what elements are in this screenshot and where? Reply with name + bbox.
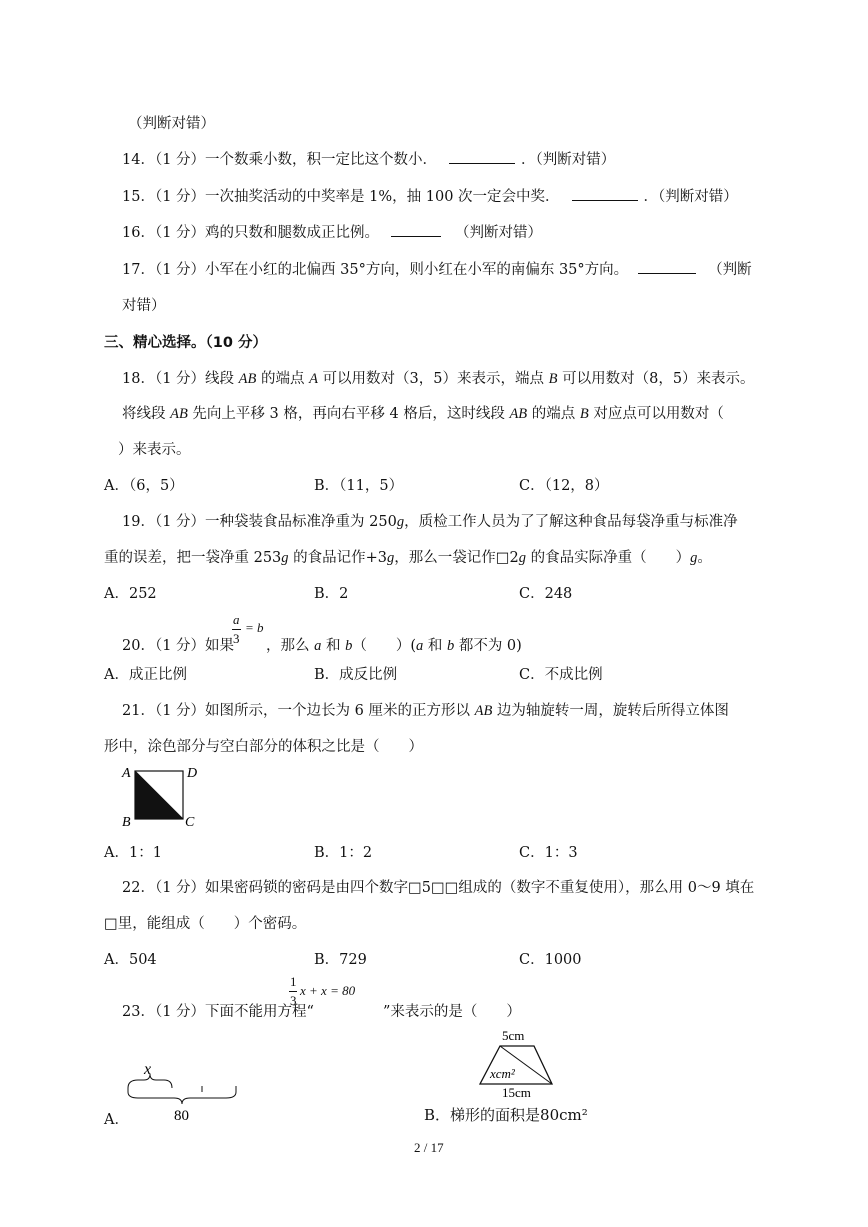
label-D: D xyxy=(187,766,198,781)
q23-fraction-denominator: 3 xyxy=(290,993,297,1008)
trapezoid-figure xyxy=(474,1024,564,1100)
q19-option-a[interactable]: A．252 xyxy=(104,586,157,602)
q23-option-a[interactable]: A． xyxy=(104,1112,129,1128)
q20-fraction-denominator: 3 xyxy=(233,631,240,646)
q20-option-c[interactable]: C．不成比例 xyxy=(519,667,603,683)
question-16 xyxy=(122,221,542,242)
q14-answer-blank[interactable] xyxy=(449,149,515,164)
q18-text: 可以用数对（8，5）来表示。 xyxy=(557,371,755,387)
q23-option-b[interactable]: B．梯形的面积是80cm² xyxy=(424,1106,588,1124)
q20-option-b[interactable]: B．成反比例 xyxy=(314,667,398,683)
q18-text: 的端点 xyxy=(527,406,580,422)
question-15 xyxy=(122,185,738,206)
question-19-line1 xyxy=(122,510,738,531)
var-g: g xyxy=(281,550,289,566)
var-a: a xyxy=(416,638,424,654)
q18-option-c[interactable]: C．（12，8） xyxy=(519,478,609,494)
brace-figure xyxy=(124,1058,242,1126)
question-23-prefix: 23．（1 分）下面不能用方程“ xyxy=(122,1004,314,1020)
q14-tail: ．（判断对错） xyxy=(521,152,616,168)
brace-var-x: x xyxy=(144,1061,152,1078)
q18-option-b[interactable]: B．（11，5） xyxy=(314,478,404,494)
q14-text: 14．（1 分）一个数乘小数，积一定比这个数小． xyxy=(122,152,438,168)
question-18-line2 xyxy=(122,402,724,423)
q19-option-c[interactable]: C．248 xyxy=(519,586,573,602)
var-AB: AB xyxy=(238,371,257,387)
question-23-suffix: ”来表示的是（ ） xyxy=(383,1004,521,1020)
var-g: g xyxy=(396,514,405,530)
q21-option-a[interactable]: A．1：1 xyxy=(104,845,162,861)
question-20 xyxy=(266,634,522,655)
q18-option-a[interactable]: A．（6，5） xyxy=(104,478,184,494)
q16-text: 16．（1 分）鸡的只数和腿数成正比例。 xyxy=(122,225,380,241)
q18-text: 的端点 xyxy=(256,371,310,387)
q19-text: 的食品记作+3 xyxy=(288,550,388,566)
question-17 xyxy=(122,258,752,279)
bottom-brace xyxy=(128,1092,236,1104)
q22-option-c[interactable]: C．1000 xyxy=(519,952,582,968)
page-number: 2 / 17 xyxy=(414,1140,444,1155)
q22-option-a[interactable]: A．504 xyxy=(104,952,157,968)
question-21-line2: 形中，涂色部分与空白部分的体积之比是（ ） xyxy=(104,739,423,755)
q18-text: 对应点可以用数对（ xyxy=(588,406,724,422)
var-B: B xyxy=(548,371,558,387)
question-22-line1: 22．（1 分）如果密码锁的密码是由四个数字□5□□组成的（数字不重复使用），那么用 0～9 填在 xyxy=(122,880,755,896)
var-AB: AB xyxy=(170,406,188,422)
label-A: A xyxy=(122,766,131,781)
q15-answer-blank[interactable] xyxy=(572,186,638,201)
var-AB: AB xyxy=(509,406,528,422)
q20-text: 和 xyxy=(321,638,346,654)
q23-fraction-bar xyxy=(289,991,297,992)
q17-text: 17．（1 分）小军在小红的北偏西 35°方向，则小红在小军的南偏东 35°方向。 xyxy=(122,262,629,278)
question-18-line3: ）来表示。 xyxy=(118,442,191,458)
q19-text: 重的误差，把一袋净重 253 xyxy=(104,550,282,566)
q16-answer-blank[interactable] xyxy=(391,222,441,237)
top-brace xyxy=(128,1074,172,1088)
rotated-square-figure xyxy=(118,760,204,830)
q20-text: ，那么 xyxy=(266,638,315,654)
q15-text: 15．（1 分）一次抽奖活动的中奖率是 1%，抽 100 次一定会中奖． xyxy=(122,189,560,205)
q23-fraction-numerator: 1 xyxy=(290,974,297,989)
q21-option-c[interactable]: C．1：3 xyxy=(519,845,578,861)
question-19-line2 xyxy=(104,546,712,567)
q17-answer-blank[interactable] xyxy=(638,259,696,274)
q19-text: ，那么一袋记作□2 xyxy=(394,550,519,566)
var-g: g xyxy=(518,550,526,566)
q21-text: 21．（1 分）如图所示，一个边长为 6 厘米的正方形以 xyxy=(122,703,475,719)
q23-fraction-rhs: x + x = 80 xyxy=(300,983,356,998)
q21-option-b[interactable]: B．1：2 xyxy=(314,845,373,861)
q20-fraction-numerator: a xyxy=(233,612,240,627)
q19-text: 19．（1 分）一种袋装食品标准净重为 250 xyxy=(122,514,397,530)
q20-text: 和 xyxy=(423,638,447,654)
q19-text: 。 xyxy=(697,550,712,566)
q17-continuation: 对错） xyxy=(122,298,166,314)
q22-option-b[interactable]: B．729 xyxy=(314,952,367,968)
q20-fraction-rhs: = b xyxy=(245,620,264,635)
q18-text: 18．（1 分）线段 xyxy=(122,371,239,387)
q18-text: 先向上平移 3 格，再向右平移 4 格后，这时线段 xyxy=(187,406,510,422)
q16-tail: （判断对错） xyxy=(455,225,543,241)
brace-total-80: 80 xyxy=(174,1108,189,1124)
question-14 xyxy=(122,148,615,169)
q20-fraction-bar xyxy=(232,629,241,630)
question-21-line1 xyxy=(122,699,729,720)
label-B: B xyxy=(122,815,131,830)
var-b: b xyxy=(345,638,353,654)
var-b: b xyxy=(446,638,455,654)
var-A: A xyxy=(309,371,318,387)
q19-text: ，质检工作人员为了了解这种食品每袋净重与标准净 xyxy=(404,514,738,530)
q18-text: 可以用数对（3，5）来表示，端点 xyxy=(317,371,549,387)
trapezoid-inner-label: xcm² xyxy=(490,1066,515,1081)
q15-tail: ．（判断对错） xyxy=(643,189,738,205)
q20-text: （ ）( xyxy=(352,638,416,654)
var-g: g xyxy=(387,550,395,566)
q17-tail: （判断 xyxy=(708,262,752,278)
label-C: C xyxy=(185,815,195,830)
q18-text: 将线段 xyxy=(122,406,171,422)
q21-text: 边为轴旋转一周，旋转后所得立体图 xyxy=(492,703,729,719)
section-3-heading: 三、精心选择。（10 分） xyxy=(104,335,267,351)
q19-text: 的食品实际净重（ ） xyxy=(525,550,691,566)
q20-option-a[interactable]: A．成正比例 xyxy=(104,667,187,683)
question-22-line2: □里，能组成（ ）个密码。 xyxy=(104,916,307,932)
question-20-prefix: 20．（1 分）如果 xyxy=(122,638,235,654)
var-a: a xyxy=(314,638,322,654)
trapezoid-bottom-label: 15cm xyxy=(502,1085,531,1100)
q19-option-b[interactable]: B．2 xyxy=(314,586,349,602)
trapezoid-top-label: 5cm xyxy=(502,1028,525,1043)
var-g: g xyxy=(690,550,698,566)
q13-continuation: （判断对错） xyxy=(128,116,215,132)
q20-text: 都不为 0) xyxy=(454,638,522,654)
var-AB: AB xyxy=(474,703,493,719)
question-18-line1 xyxy=(122,367,755,388)
var-B: B xyxy=(579,406,589,422)
